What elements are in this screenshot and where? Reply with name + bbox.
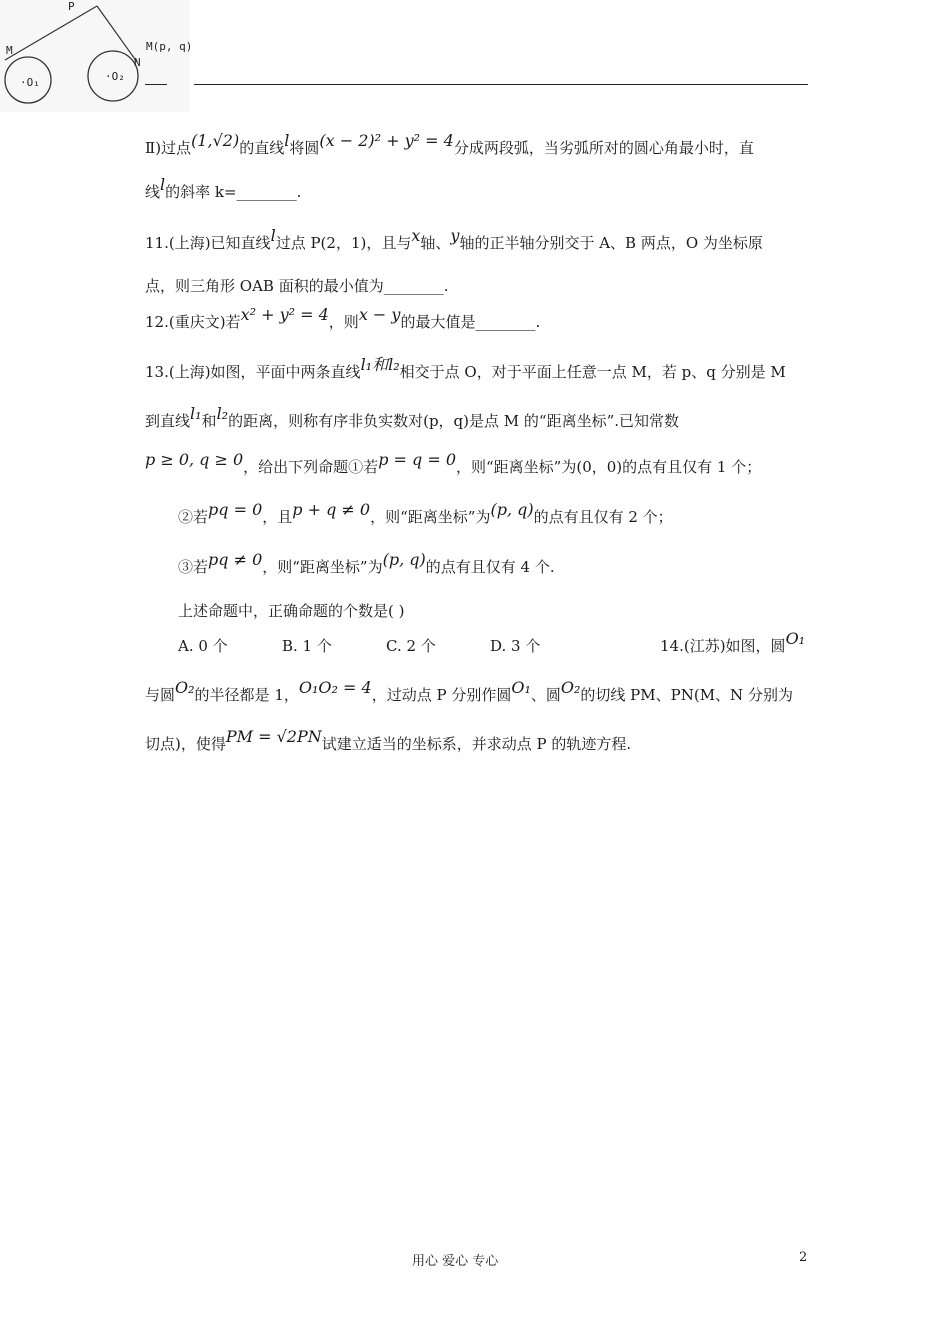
label-n: N bbox=[134, 56, 141, 69]
label-o1: ·O₁ bbox=[20, 76, 40, 89]
circle-equation: (x − 2)² + y² = 4 bbox=[319, 131, 454, 150]
q14-start: 14.(江苏)如图，圆O₁ bbox=[660, 629, 806, 655]
q13-statement2: ②若pq = 0，且p + q ≠ 0，则“距离坐标”为(p, q)的点有且仅有 2 个； bbox=[178, 500, 673, 526]
q13-line1: 13.(上海)如图，平面中两条直线l₁和l₂相交于点 O，对于平面上任意一点 M，若 p、q 分别是 M bbox=[145, 355, 786, 381]
q12-line: 12.(重庆文)若x² + y² = 4，则x − y的最大值是________. bbox=[145, 305, 541, 331]
label-m: M bbox=[6, 44, 13, 57]
q14-line2: 与圆O₂的半径都是 1，O₁O₂ = 4，过动点 P 分别作圆O₁、圆O₂的切线 PM、PN(M、N 分别为 bbox=[145, 678, 793, 704]
label-p: P bbox=[68, 0, 75, 13]
divider-long bbox=[194, 84, 808, 85]
option-c: C. 2 个 bbox=[386, 637, 436, 655]
q13-options bbox=[178, 636, 540, 656]
q13-question: 上述命题中，正确命题的个数是( ) bbox=[178, 602, 405, 620]
q10-line1: Ⅱ)过点(1,√2)的直线l将圆(x − 2)² + y² = 4分成两段弧，当劣弧所对的圆心角最小时，直 bbox=[145, 131, 754, 157]
q11-line1: 11.(上海)已知直线l过点 P(2，1)，且与x轴、y轴的正半轴分别交于 A、B 两点，O 为坐标原 bbox=[145, 226, 763, 252]
point-formula: (1,√2) bbox=[191, 131, 240, 150]
q14-line3: 切点)，使得PM = √2PN试建立适当的坐标系，并求动点 P 的轨迹方程. bbox=[145, 727, 632, 753]
circles-figure bbox=[0, 0, 200, 112]
label-o2: ·O₂ bbox=[105, 70, 125, 83]
page-number: 2 bbox=[799, 1250, 808, 1265]
figure-background bbox=[0, 0, 193, 112]
pm-pn-equation: PM = √2PN bbox=[225, 727, 322, 746]
circles-diagram bbox=[0, 0, 200, 112]
footer-motto: 用心 爱心 专心 bbox=[412, 1254, 499, 1269]
q10-line2: 线l的斜率 k=________. bbox=[145, 175, 302, 201]
line-l-symbol: l bbox=[284, 131, 290, 150]
q12-equation: x² + y² = 4 bbox=[240, 305, 329, 324]
divider-short bbox=[145, 84, 167, 85]
label-mpq: M(p, q) bbox=[146, 40, 193, 53]
q11-line2: 点，则三角形 OAB 面积的最小值为________. bbox=[145, 277, 449, 295]
option-b: B. 1 个 bbox=[282, 637, 332, 655]
q13-line2: 到直线l₁和l₂的距离，则称有序非负实数对(p，q)是点 M 的“距离坐标”.已知常数 bbox=[145, 404, 680, 430]
q13-statement3: ③若pq ≠ 0，则“距离坐标”为(p, q)的点有且仅有 4 个. bbox=[178, 550, 555, 576]
option-a: A. 0 个 bbox=[178, 637, 228, 655]
option-d: D. 3 个 bbox=[490, 637, 541, 655]
q13-line3: p ≥ 0, q ≥ 0，给出下列命题①若p = q = 0，则“距离坐标”为(0，0)的点有且仅有 1 个； bbox=[145, 450, 762, 476]
